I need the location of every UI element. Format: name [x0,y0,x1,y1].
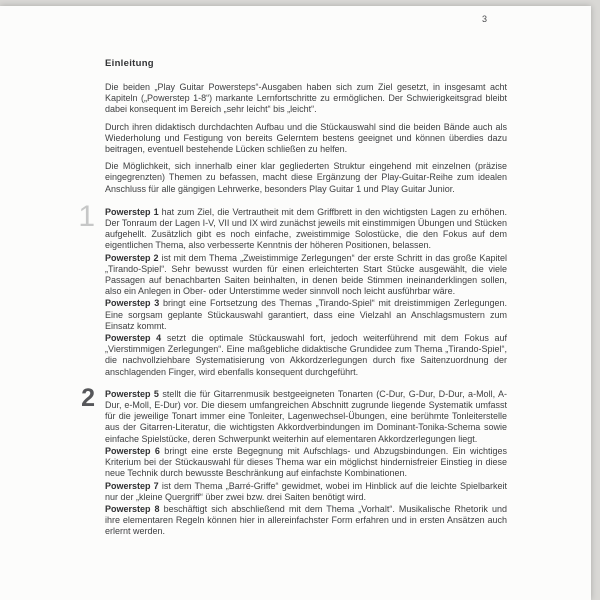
group-numeral: 2 [81,383,95,412]
powerstep-paragraph [105,207,507,252]
powerstep-text: stellt die für Gitarrenmusik bestgeeigneten Tonarten (C-Dur, G-Dur, D-Dur, a-Moll, A-Dur, e-Moll, E-Dur) vor. Die diesem umfangreichen Abschnitt zugrunde liegende Systematik umfasst für die jeweilige Tonart immer eine Tonleiter, Lagenwechsel-Übungen, eine berühmte Tonleiterstelle aus der Gitarren-Literatur, die wichtigsten Akkordverbindungen im Dominant-Tonika-Schema sowie einfache Spielstücke, deren Schwerpunkt weiterhin auf elementaren Akkordzerlegungen liegt. [105,388,507,444]
powerstep-paragraph [105,481,507,503]
powerstep-label: Powerstep 5 [105,388,159,399]
powerstep-label: Powerstep 7 [105,480,159,491]
group-numeral: 1 [78,199,95,233]
powerstep-label: Powerstep 3 [105,298,160,309]
book-page [0,6,591,600]
page-content [78,58,507,539]
powerstep-label: Powerstep 6 [105,445,160,456]
powerstep-label: Powerstep 1 [105,206,159,217]
powerstep-group-2 [81,383,507,538]
intro-paragraph: Die Möglichkeit, sich innerhalb einer klar gegliederten Struktur eingehend mit einzelnen (präzise eingegrenzten) Themen zu befassen, macht diese Ergänzung der Play-Guitar-Reihe zum idealen Anschluss für alle gängigen Lehrwerke, besonders Play Guitar 1 und Play Guitar Junior. [105,161,507,194]
page-number: 3 [482,14,488,24]
powerstep-text: beschäftigt sich abschließend mit dem Thema „Vorhalt“. Musikalische Rhetorik und ihre elementaren Regeln können hier in allereinfachster Form erfahren und in ersten Ansätzen auch erlernt werden. [105,503,507,537]
page-title: Einleitung [105,58,154,69]
powerstep-text: hat zum Ziel, die Vertrautheit mit dem Griffbrett in den wichtigsten Lagen zu erhöhen. Der Tonraum der Lagen I-V, VII und IX wird zunächst jeweils mit einstimmigen Übungen und Stücken aufgehellt. Zusätzlich gibt es noch einfache, zweistimmige Solostücke, die den Fokus auf dem eigentlichen Thema, also verbesserte Kenntnis der höheren Positionen, belassen. [105,206,507,251]
powerstep-label: Powerstep 4 [105,333,162,344]
powerstep-text: bringt eine erste Begegnung mit Aufschlags- und Abzugsbindungen. Ein wichtiges Kriterium bei der Stückauswahl für dieses Thema war ein möglichst hindernisfreier Einstieg in diese neue Technik durch bewusste Beschränkung auf einfachste Kombinationen. [105,445,507,479]
powerstep-paragraph [105,504,507,538]
intro-paragraph: Durch ihren didaktisch durchdachten Aufbau und die Stückauswahl sind die beiden Bände auch als Wiederholung und Festigung von bereits Gelerntem bestens geeignet und können überdies dazu beitragen, eventuell bestehende Lücken schließen zu helfen. [105,121,507,155]
powerstep-paragraph [105,298,507,332]
powerstep-paragraph [105,253,507,298]
powerstep-text: ist dem Thema „Barré-Griffe“ gewidmet, wobei im Hinblick auf die leichte Spielbarkeit nur der „kleine Quergriff“ über zwei bzw. drei Saiten benötigt wird. [105,480,507,502]
powerstep-text: bringt eine Fortsetzung des Themas „Tirando-Spiel“ mit dreistimmigen Zerlegungen. Eine sorgsam geplante Stückauswahl garantiert, dass eine Vielzahl an Anschlagsmustern zum Einsatz kommt. [105,298,507,331]
powerstep-paragraph [105,446,507,480]
intro-paragraph: Die beiden „Play Guitar Powersteps“-Ausgaben haben sich zum Ziel gesetzt, in insgesamt acht Kapiteln („Powerstep 1-8“) markante Lernfortschritte zu ermöglichen. Der Schwierigkeitsgrad bleibt dabei konsequent im Bereich „sehr leicht“ bis „leicht“. [105,82,507,115]
powerstep-paragraph [105,389,507,445]
powerstep-label: Powerstep 8 [105,503,160,514]
powerstep-label: Powerstep 2 [105,252,159,263]
powerstep-paragraph [105,333,507,378]
powerstep-text: ist mit dem Thema „Zweistimmige Zerlegungen“ der erste Schritt in das große Kapitel „Tirando-Spiel“. Sehr bewusst wurden für einen erleichterten Start Stücke ausgewählt, die viele Passagen auf benachbarten Saiten beinhalten, in denen beide Stimmen ineinanderklingen sollen, also ein Anlegen in Ober- oder Unterstimme weder sinnvoll noch leicht ausführbar wäre. [105,252,507,297]
powerstep-group-1 [78,199,507,378]
powerstep-text: setzt die optimale Stückauswahl fort, jedoch weiterführend mit dem Fokus auf „Vierstimmigen Zerlegungen“. Eine maßgebliche didaktische Grundidee zum Thema „Tirando-Spiel“, die nachvollziehbare Systematisierung von Akkordzerlegungen durch fixe Saitenzuordnung der anschlagenden Finger, wird ebenfalls konsequent durchgeführt. [105,333,507,377]
